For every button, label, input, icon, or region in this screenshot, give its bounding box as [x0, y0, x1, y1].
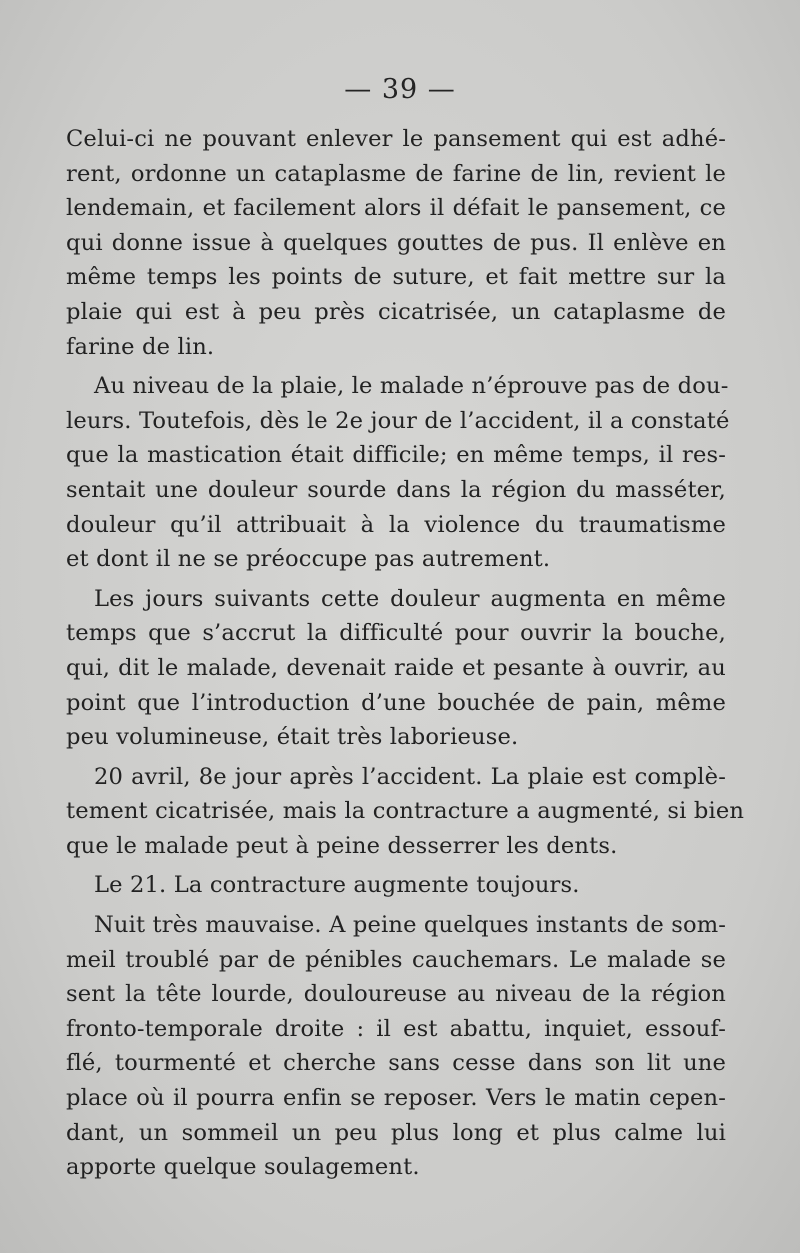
text-line: lendemain, et facilement alors il défait le pansement, ce — [66, 195, 726, 222]
paragraph — [66, 760, 745, 864]
text-line: flé, tourmenté et cherche sans cesse dans son lit une — [66, 1050, 726, 1077]
text-line: leurs. Toutefois, dès le 2e jour de l’accident, il a constaté — [66, 407, 730, 434]
paragraph — [66, 122, 726, 364]
paragraph — [66, 582, 726, 755]
text-line: tement cicatrisée, mais la contracture a augmenté, si bien — [66, 798, 745, 825]
text-line: qui, dit le malade, devenait raide et pesante à ouvrir, au — [66, 654, 726, 681]
text-line: douleur qu’il attribuait à la violence du traumatisme — [66, 511, 726, 538]
text-line: meil troublé par de pénibles cauchemars. Le malade se — [66, 946, 726, 973]
text-line: temps que s’accrut la difficulté pour ouvrir la bouche, — [66, 620, 726, 647]
paragraph — [66, 908, 726, 1185]
text-line: point que l’introduction d’une bouchée de pain, même — [66, 689, 726, 716]
text-line: fronto-temporale droite : il est abattu, inquiet, essouf- — [66, 1015, 726, 1042]
text-line: qui donne issue à quelques gouttes de pus. Il enlève en — [66, 229, 726, 256]
body-text — [66, 122, 745, 1190]
paragraph — [66, 868, 726, 903]
text-line: même temps les points de suture, et fait mettre sur la — [66, 264, 726, 291]
text-line: sent la tête lourde, douloureuse au niveau de la région — [66, 981, 726, 1008]
text-line: Nuit très mauvaise. A peine quelques instants de som- — [94, 912, 727, 939]
text-line: que le malade peut à peine desserrer les dents. — [66, 832, 618, 859]
text-line: Les jours suivants cette douleur augmenta en même — [94, 585, 726, 612]
text-line: plaie qui est à peu près cicatrisée, un cataplasme de — [66, 298, 726, 325]
text-line: 20 avril, 8e jour après l’accident. La plaie est complè- — [94, 763, 726, 790]
text-line: dant, un sommeil un peu plus long et plus calme lui — [66, 1119, 726, 1146]
text-line: Au niveau de la plaie, le malade n’éprouve pas de dou- — [94, 373, 729, 400]
text-line: Celui-ci ne pouvant enlever le pansement qui est adhé- — [66, 126, 726, 152]
text-line: rent, ordonne un cataplasme de farine de lin, revient le — [66, 160, 726, 187]
text-line: place où il pourra enfin se reposer. Vers le matin cepen- — [66, 1085, 726, 1112]
text-line: peu volumineuse, était très laborieuse. — [66, 724, 519, 751]
text-line: et dont il ne se préoccupe pas autrement. — [66, 546, 551, 573]
text-line: Le 21. La contracture augmente toujours. — [94, 872, 580, 899]
text-line: apporte quelque soulagement. — [66, 1154, 420, 1181]
text-line: farine de lin. — [66, 333, 215, 360]
paragraph — [66, 369, 730, 577]
text-line: que la mastication était difficile; en même temps, il res- — [66, 442, 726, 469]
text-line: sentait une douleur sourde dans la région du masséter, — [66, 476, 726, 503]
page-number: — 39 — — [344, 74, 456, 105]
